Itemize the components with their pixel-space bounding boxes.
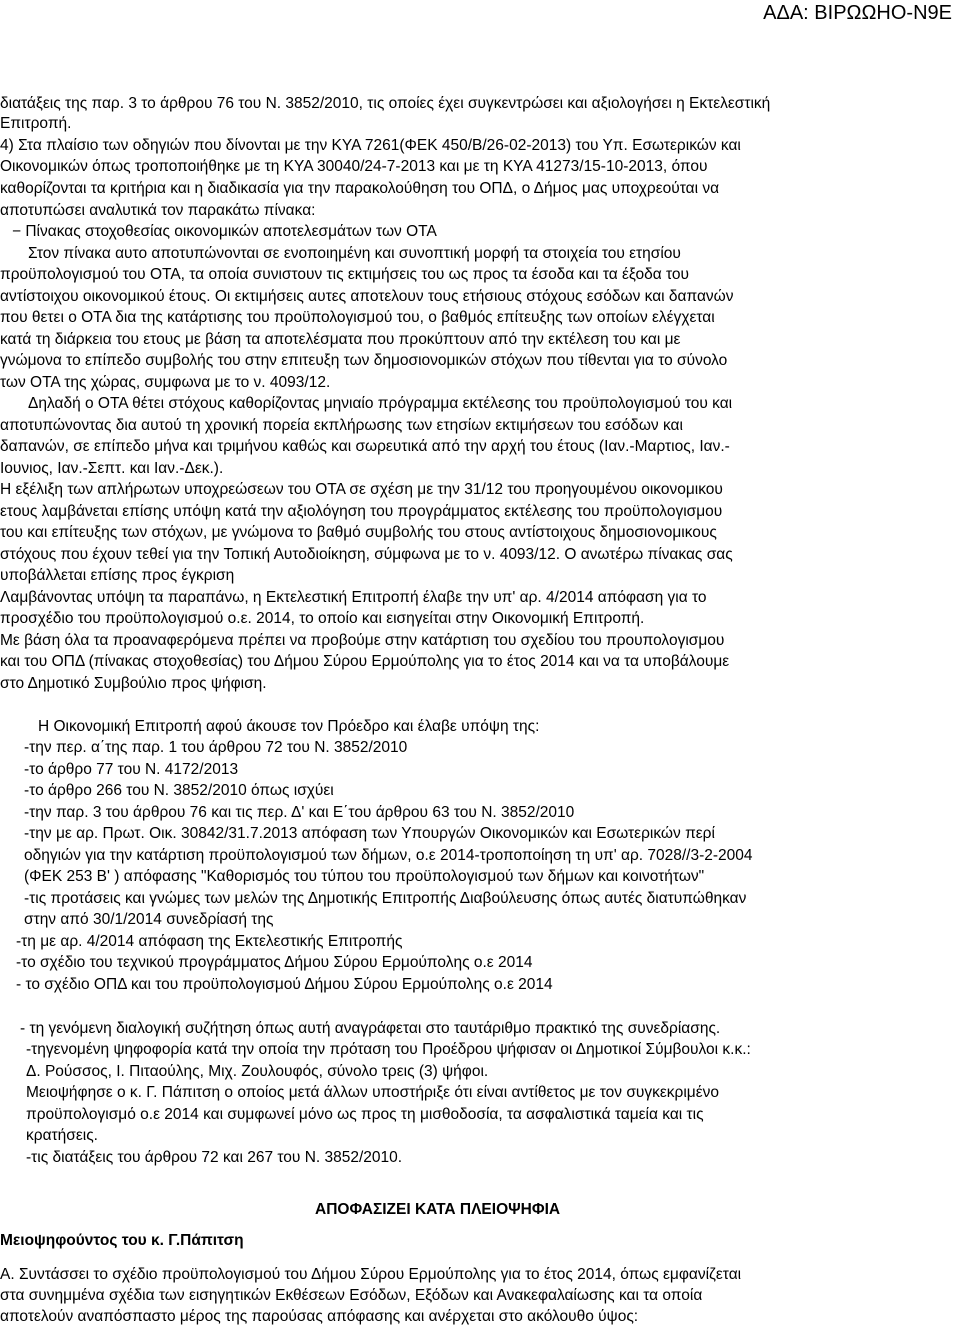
text-line: − Πίνακας στοχοθεσίας οικονομικών αποτελεσμάτων των ΟΤΑ [12, 223, 437, 240]
text-line: Δηλαδή ο ΟΤΑ θέτει στόχους καθορίζοντας μηνιαίο πρόγραμμα εκτέλεσης του προϋπολογισμού του και [28, 395, 733, 412]
text-line: -το άρθρο 266 του Ν. 3852/2010 όπως ισχύει [24, 782, 334, 799]
text-line: Μειοψήφησε ο κ. Γ. Πάπιτση ο οποίος μετά άλλων υποστήριξε ότι είναι αντίθετος με τον συγκεκριμένο [26, 1084, 719, 1101]
text-line: αποτελούν αναπόσπαστο μέρος της παρούσας απόφασης και ανέρχεται στο ακόλουθο ύψος: [0, 1308, 639, 1325]
text-line: διατάξεις της παρ. 3 το άρθρου 76 του Ν. 3852/2010, τις οποίες έχει συγκεντρώσει και αξιολογήσει η Εκτελεστική [0, 95, 771, 112]
ada-code: ΑΔΑ: ΒΙΡΩΩΗΟ-Ν9Ε [763, 2, 952, 24]
text-line: γνώμονα το επίπεδο συμβολής του στην επιτευξη των δημοσιονομικών στόχων που τίθενται για το σύνολο [0, 352, 728, 369]
text-line: Ιουνιος, Ιαν.-Σεπτ. και Ιαν.-Δεκ.). [0, 460, 224, 477]
text-line: κρατήσεις. [26, 1127, 98, 1144]
text-line: κατά τη διάρκεια του ετους με βάση τα αποτελέσματα που προκύπτουν από την εκτέλεση του και με [0, 331, 681, 348]
text-line: 4) Στα πλαίσιο των οδηγιών που δίνονται με την ΚΥΑ 7261(ΦΕΚ 450/Β/26-02-2013) του Υπ. Εσωτερικών και [0, 137, 741, 154]
text-line: (ΦΕΚ 253 Β' ) απόφασης "Καθορισμός του τύπου του προϋπολογισμού των δήμων και κοινοτήτων" [24, 868, 705, 885]
text-line: στο Δημοτικό Συμβούλιο προς ψήφιση. [0, 675, 267, 692]
text-line: οδηγιών για την κατάρτιση προϋπολογισμού των δήμων, ο.ε 2014-τροποποίηση τη υπ' αρ. 7028//3-2-2004 [24, 847, 753, 864]
text-line: Με βάση όλα τα προαναφερόμενα πρέπει να προβούμε στην κατάρτιση του σχεδίου του προυπολογισμου [0, 632, 725, 649]
text-line: -τηγενομένη ψηφοφορία κατά την οποία την πρόταση του Προέδρου ψήφισαν οι Δημοτικοί Σύμβουλοι κ.κ.: [26, 1041, 751, 1058]
text-line: και του ΟΠΔ (πίνακας στοχοθεσίας) του Δήμου Σύρου Ερμούπολης για το έτος 2014 και να τα υποβάλουμε [0, 653, 730, 670]
text-line: Δ. Ρούσσος, Ι. Πιταούλης, Μιχ. Ζουλουφός, σύνολο τρεις (3) ψήφοι. [26, 1063, 489, 1080]
text-line: - τη γενόμενη διαλογική συζήτηση όπως αυτή αναγράφεται στο ταυτάριθμο πρακτικό της συνεδρίασης. [20, 1020, 721, 1037]
text-line: αποτυπώνοντας δια αυτού τη χρονική πορεία εκπλήρωσης των ετησίων εκτιμήσεων του εσόδων και [0, 417, 683, 434]
text-line: -τη με αρ. 4/2014 απόφαση της Εκτελεστικής Επιτροπής [16, 933, 403, 950]
text-line: -την με αρ. Πρωτ. Οικ. 30842/31.7.2013 απόφαση των Υπουργών Οικονομικών και Εσωτερικών περί [24, 825, 715, 842]
text-line: στόχους που έχουν τεθεί για την Τοπική Αυτοδιοίκηση, σύμφωνα με το ν. 4093/12. Ο ανωτέρω πίνακας σας [0, 546, 733, 563]
minority-note: Μειοψηφούντος του κ. Γ.Πάπιτση [0, 1232, 244, 1249]
text-line: Επιτροπή. [0, 115, 72, 132]
text-line: που θετει ο ΟΤΑ δια της κατάρτισης του προϋπολογισμού του, ο βαθμός επίτευξης των οποίων ελέγχεται [0, 309, 715, 326]
decision-heading: ΑΠΟΦΑΣΙΖΕΙ ΚΑΤΑ ΠΛΕΙΟΨΗΦΙΑ [315, 1201, 561, 1218]
text-line: - το σχέδιο ΟΠΔ και του προϋπολογισμού Δήμου Σύρου Ερμούπολης ο.ε 2014 [16, 976, 553, 993]
text-line: Α. Συντάσσει το σχέδιο προϋπολογισμού του Δήμου Σύρου Ερμούπολης για το έτος 2014, όπως εμφανίζεται [0, 1266, 742, 1283]
text-line: Λαμβάνοντας υπόψη τα παραπάνω, η Εκτελεστική Επιτροπή έλαβε την υπ' αρ. 4/2014 απόφαση για το [0, 589, 707, 606]
text-line: -την παρ. 3 του άρθρου 76 και τις περ. Δ' και Ε΄του άρθρου 63 του Ν. 3852/2010 [24, 804, 575, 821]
text-line: αντίστοιχου οικονομικού έτους. Οι εκτιμήσεις αυτες αποτελουν τους ετήσιους στόχους εσόδων και δαπανών [0, 288, 734, 305]
text-line: -το σχέδιο του τεχνικού προγράμματος Δήμου Σύρου Ερμούπολης ο.ε 2014 [16, 954, 533, 971]
text-line: δαπανών, σε επίπεδο μήνα και τριμήνου καθώς και σωρευτικά από την αρχή του έτους (Ιαν.-Μαρτιος, Ιαν.- [0, 438, 730, 455]
text-line: Οικονομικών όπως τροποποιήθηκε με τη ΚΥΑ 30040/24-7-2013 και με τη ΚΥΑ 41273/15-10-2013, όπου [0, 158, 708, 175]
text-line: προσχέδιο του προϋπολογισμού ο.ε. 2014, το οποίο και εισηγείται στην Οικονομική Επιτροπή. [0, 610, 645, 627]
text-line: προϋπολογισμό ο.ε 2014 και συμφωνεί μόνο ως προς τη μισθοδοσία, τα ασφαλιστικά ταμεία και τις [26, 1106, 704, 1123]
text-line: αποτυπώσει αναλυτικά τον παρακάτω πίνακα: [0, 202, 316, 219]
text-line: Στον πίνακα αυτο αποτυπώνονται σε ενοποιημένη και συνοπτική μορφή τα στοιχεία του ετησίου [28, 245, 681, 262]
text-line: Η Οικονομική Επιτροπή αφού άκουσε τον Πρόεδρο και έλαβε υπόψη της: [38, 718, 540, 735]
text-line: υποβάλλεται επίσης προς έγκριση [0, 567, 235, 584]
text-line: των ΟΤΑ της χώρας, συμφωνα με το ν. 4093/12. [0, 374, 331, 391]
text-line: στα συνημμένα σχέδια των εισηγητικών Εκθέσεων Εσόδων, Εξόδων και Ανακεφαλαίωσης και τα οποία [0, 1287, 703, 1304]
text-line: Η εξέλιξη των απλήρωτων υποχρεώσεων του ΟΤΑ σε σχέση με την 31/12 του προηγουμένου οικονομικου [0, 481, 723, 498]
text-line: στην από 30/1/2014 συνεδρίασή της [24, 911, 274, 928]
text-line: -τις προτάσεις και γνώμες των μελών της Δημοτικής Επιτροπής Διαβούλευσης όπως αυτές διατυπώθηκαν [24, 890, 747, 907]
text-line: του και επίτευξης των στόχων, με γνώμονα το βαθμό συμβολής του στους αντίστοιχους δημοσιονομικους [0, 524, 717, 541]
text-line: ετους λαμβάνεται επίσης υπόψη κατά την αξιολόγηση του προγράμματος εκτέλεσης του προϋπολογισμου [0, 503, 723, 520]
text-line: -τις διατάξεις του άρθρου 72 και 267 του Ν. 3852/2010. [26, 1149, 403, 1166]
text-line: -το άρθρο 77 του Ν. 4172/2013 [24, 761, 239, 778]
text-line: -την περ. α΄της παρ. 1 του άρθρου 72 του Ν. 3852/2010 [24, 739, 408, 756]
text-line: καθορίζονται τα κριτήρια και η διαδικασία για την παρακολούθηση του ΟΠΔ, ο Δήμος μας υποχρεούται να [0, 180, 720, 197]
text-line: προϋπολογισμού του ΟΤΑ, τα οποία συνιστουν τις εκτιμήσεις του ως προς τα έσοδα και τα έξοδα του [0, 266, 689, 283]
